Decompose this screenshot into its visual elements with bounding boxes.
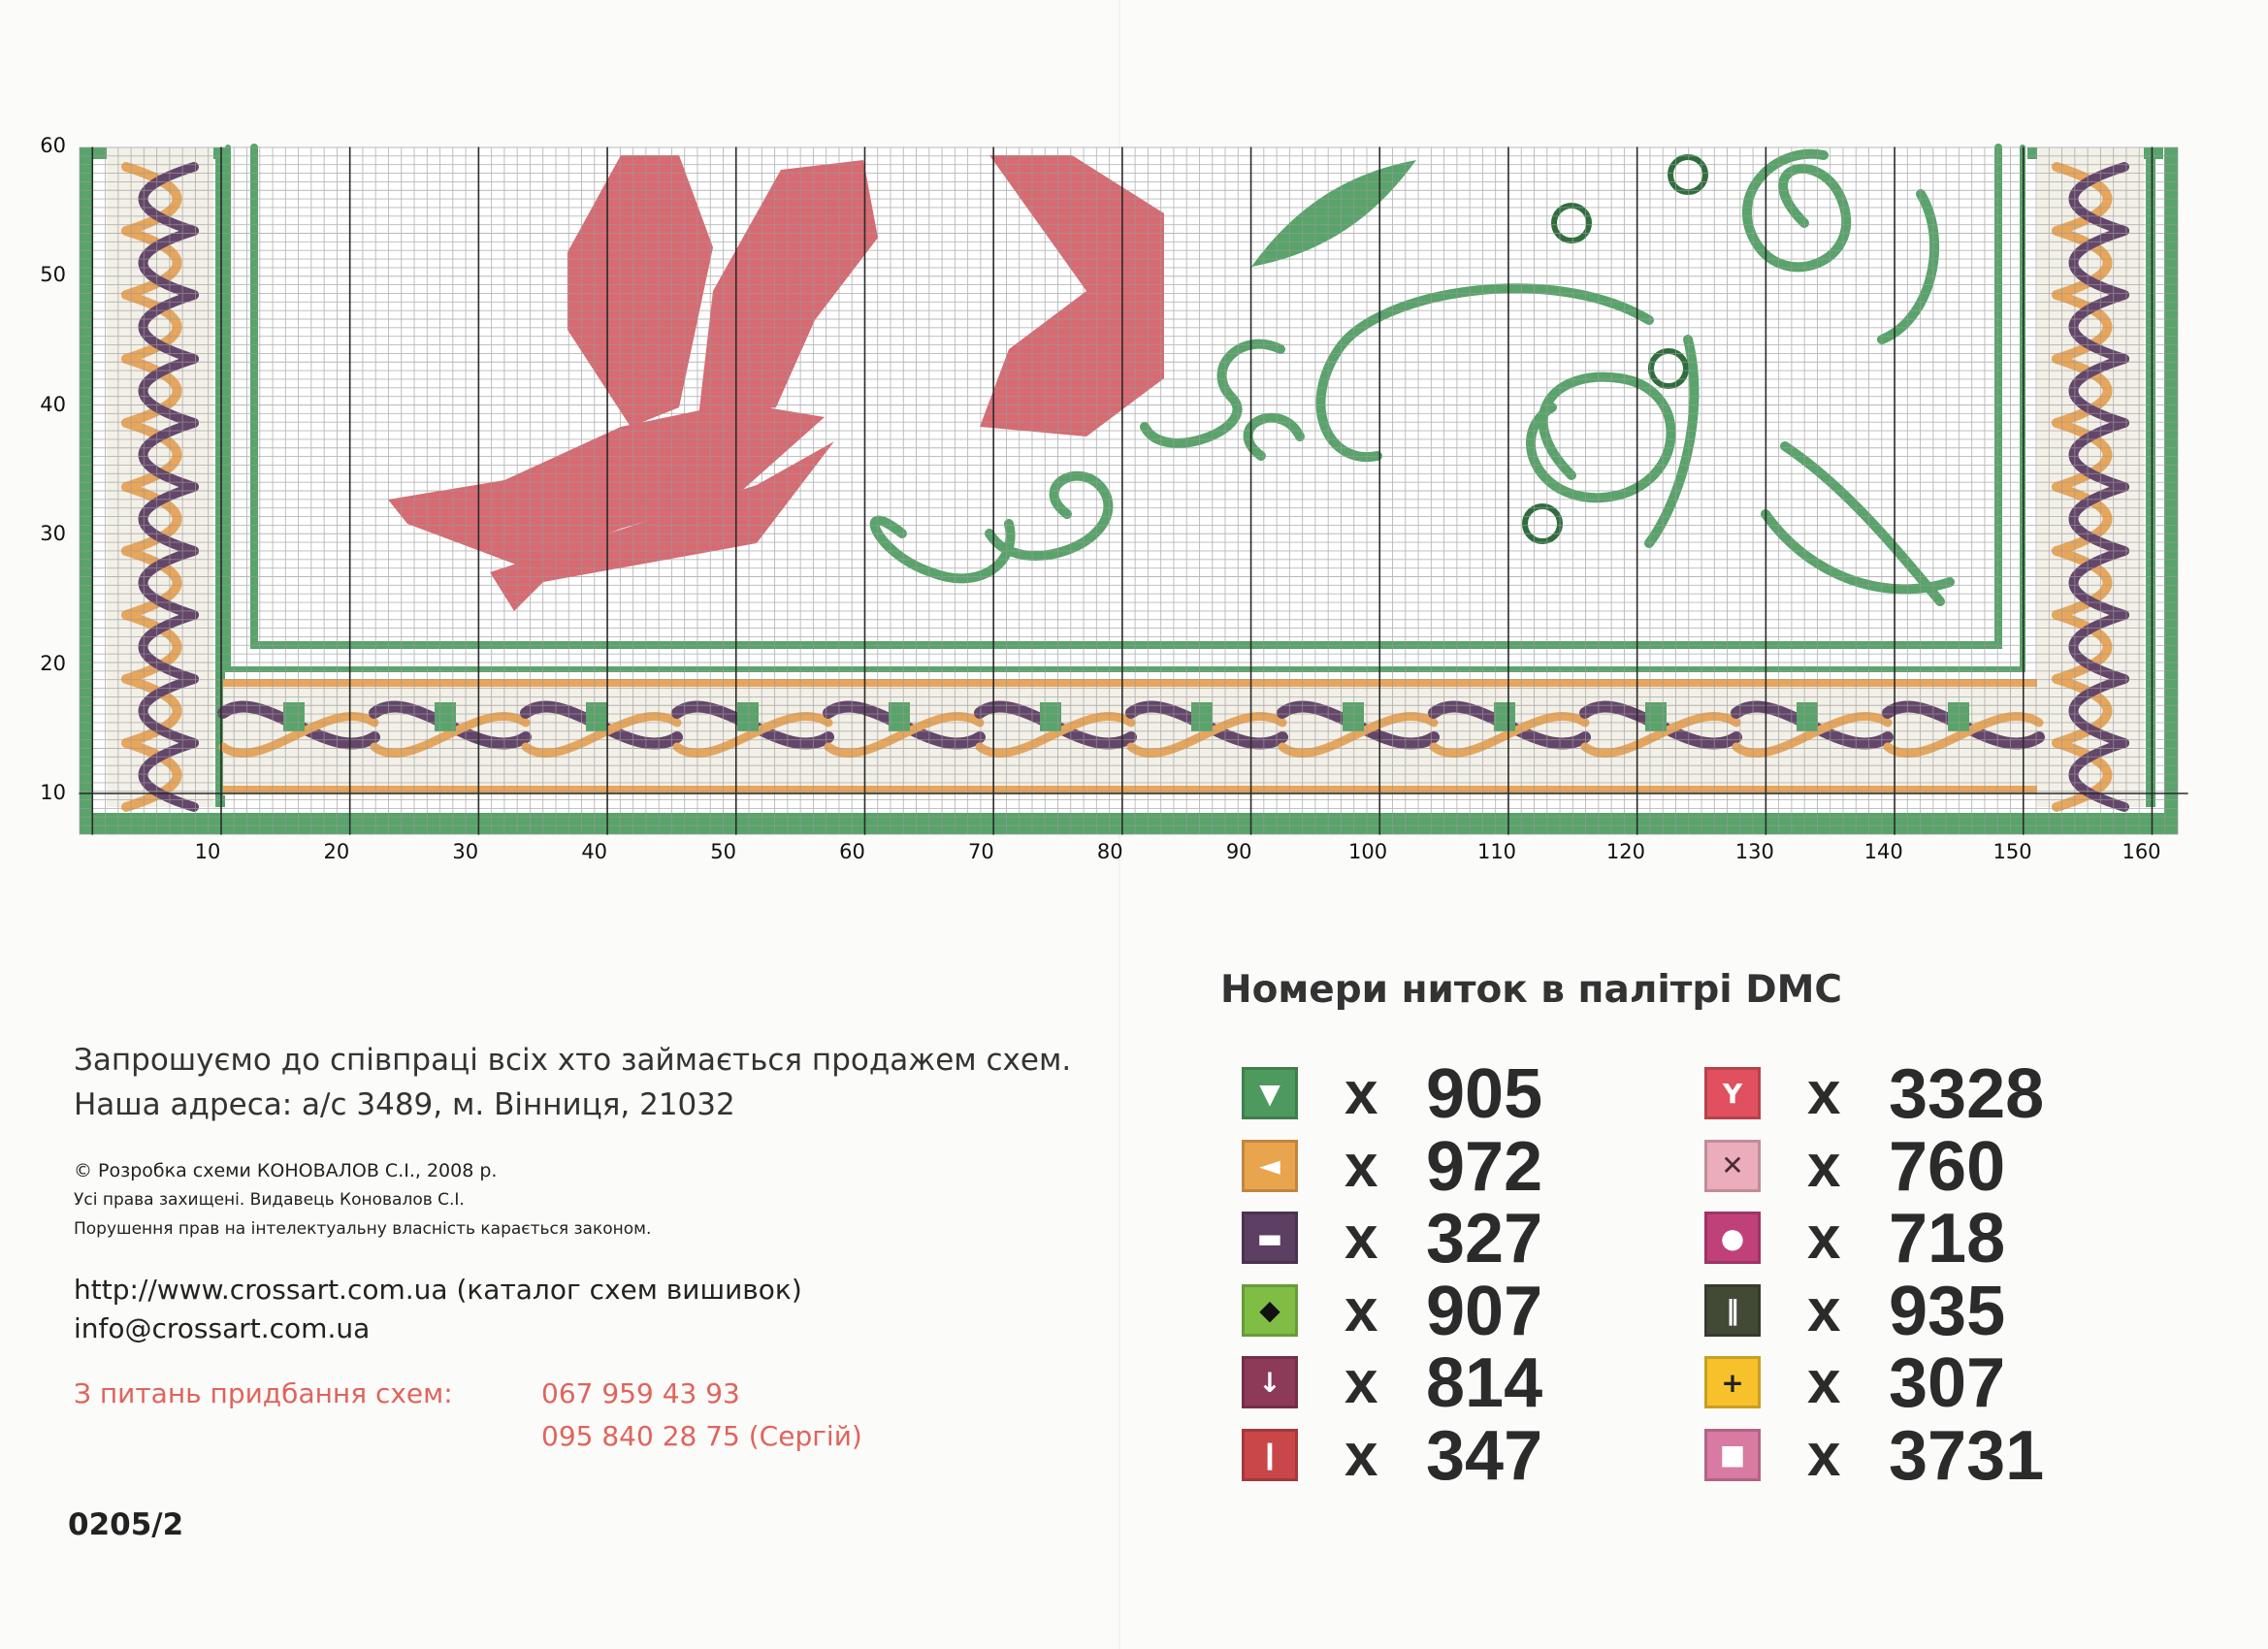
braid-bottom-green-knot: [1343, 702, 1364, 731]
multiplier-sign: x: [1345, 1132, 1378, 1200]
x-tick-label: 10: [194, 840, 221, 863]
legend-title: Номери ниток в палітрі DMC: [1220, 968, 1843, 1012]
x-tick-label: 30: [452, 840, 479, 863]
thread-swatch: +: [1704, 1356, 1761, 1408]
thread-swatch: Y: [1704, 1067, 1761, 1119]
multiplier-sign: x: [1807, 1132, 1841, 1200]
dmc-number: 3731: [1889, 1416, 2045, 1495]
dmc-number: 935: [1889, 1272, 2006, 1350]
y-tick-label: 20: [40, 651, 66, 675]
multiplier-sign: x: [1807, 1349, 1841, 1416]
x-tick-label: 70: [968, 840, 994, 863]
thread-swatch: ↓: [1242, 1356, 1298, 1408]
x-tick-label: 40: [581, 840, 608, 863]
braid-bottom-green-knot: [1645, 702, 1667, 731]
braid-right-edge: [2146, 147, 2155, 807]
multiplier-sign: x: [1807, 1060, 1841, 1127]
x-tick-label: 110: [1476, 840, 1517, 863]
x-tick-label: 160: [2122, 840, 2161, 863]
publisher-info: [74, 1038, 1083, 1348]
dmc-number: 327: [1426, 1200, 1543, 1277]
x-tick-label: 100: [1348, 840, 1388, 863]
copyright-block: [74, 1156, 1083, 1244]
braid-bottom-green-knot: [1494, 702, 1515, 731]
multiplier-sign: x: [1345, 1277, 1378, 1344]
x-tick-label: 140: [1863, 840, 1903, 863]
y-tick-label: 50: [40, 263, 66, 287]
braid-bottom-green-knot: [586, 702, 607, 731]
multiplier-sign: x: [1807, 1205, 1841, 1272]
multiplier-sign: x: [1807, 1277, 1841, 1344]
thread-swatch: ●: [1704, 1212, 1761, 1264]
address-line: Наша адреса: а/с 3489, м. Вінниця, 21032: [74, 1087, 735, 1122]
legend-item: [1242, 1416, 1746, 1495]
x-tick-label: 80: [1096, 840, 1123, 863]
dmc-number: 814: [1426, 1344, 1543, 1422]
web-block: [74, 1271, 1083, 1348]
dmc-number: 718: [1889, 1200, 2006, 1277]
braid-bottom-green-knot: [737, 702, 759, 731]
legend-item: [1242, 1272, 1746, 1350]
fine-grid-lines: [80, 147, 2178, 834]
dmc-number: 905: [1426, 1055, 1543, 1133]
legend-item: [1704, 1272, 2209, 1350]
invite-line: Запрошуємо до співпраці всіх хто займається продажем схем.: [74, 1043, 1072, 1078]
multiplier-sign: x: [1345, 1060, 1378, 1127]
dmc-number: 307: [1889, 1344, 2006, 1422]
y-tick-label: 40: [40, 392, 66, 416]
phone-2[interactable]: 095 840 28 75 (Сергій): [541, 1420, 862, 1452]
multiplier-sign: x: [1345, 1421, 1378, 1489]
braid-bottom-green-knot: [889, 702, 910, 731]
legend-item: [1704, 1416, 2209, 1495]
warning-text: Порушення прав на інтелектуальну власність карається законом.: [74, 1219, 652, 1239]
contact-label: З питань придбання схем:: [74, 1377, 453, 1409]
dmc-number: 3328: [1889, 1055, 2045, 1133]
x-tick-label: 130: [1734, 840, 1774, 863]
legend-item: [1704, 1344, 2209, 1422]
multiplier-sign: x: [1345, 1205, 1378, 1272]
email-link[interactable]: info@crossart.com.ua: [74, 1312, 371, 1344]
legend-item: [1242, 1127, 1746, 1206]
x-tick-label: 120: [1605, 840, 1645, 863]
braid-bottom-bottom-line: [223, 786, 2037, 793]
phone-list: [541, 1373, 862, 1458]
dmc-number: 347: [1426, 1416, 1543, 1495]
frame-bottom: [80, 813, 2178, 834]
thread-swatch: ■: [1704, 1429, 1761, 1481]
legend-item: [1242, 1200, 1746, 1277]
scheme-code: 0205/2: [68, 1507, 184, 1542]
legend-item: [1704, 1200, 2209, 1277]
phone-1[interactable]: 067 959 43 93: [541, 1377, 740, 1409]
y-tick-label: 60: [40, 134, 66, 157]
braid-bottom-top-line: [223, 679, 2037, 687]
legend-item: [1704, 1055, 2209, 1133]
x-tick-label: 90: [1225, 840, 1252, 863]
copyright-text: © Розробка схеми КОНОВАЛОВ С.І., 2008 р.: [74, 1160, 498, 1181]
y-tick-label: 30: [40, 522, 66, 546]
thread-swatch: ▼: [1242, 1067, 1298, 1119]
braid-bottom-green-knot: [1797, 702, 1818, 731]
braid-bottom-green-knot: [1191, 702, 1213, 731]
thread-swatch: ▬: [1242, 1212, 1298, 1264]
legend-item: [1704, 1127, 2209, 1206]
x-tick-label: 150: [1993, 840, 2032, 863]
x-tick-label: 20: [323, 840, 350, 863]
thread-swatch: ◄: [1242, 1140, 1298, 1192]
dmc-number: 972: [1426, 1127, 1543, 1206]
thread-swatch: ✕: [1704, 1140, 1761, 1192]
multiplier-sign: x: [1345, 1349, 1378, 1416]
dmc-number: 907: [1426, 1272, 1543, 1350]
dmc-number: 760: [1889, 1127, 2006, 1206]
x-tick-label: 60: [839, 840, 865, 863]
multiplier-sign: x: [1807, 1421, 1841, 1489]
thread-swatch: ◆: [1242, 1284, 1298, 1337]
legend-item: [1242, 1344, 1746, 1422]
x-tick-label: 50: [710, 840, 736, 863]
y-tick-label: 10: [40, 781, 66, 804]
thread-swatch: ❙: [1242, 1429, 1298, 1481]
thread-swatch: ‖: [1704, 1284, 1761, 1337]
legend-item: [1242, 1055, 1746, 1133]
rights-text: Усі права захищені. Видавець Коновалов С.І.: [74, 1190, 465, 1210]
braid-bottom-green-knot: [283, 702, 305, 731]
invitation-text: [74, 1038, 1083, 1127]
website-link[interactable]: http://www.crossart.com.ua (каталог схем вишивок): [74, 1274, 802, 1306]
